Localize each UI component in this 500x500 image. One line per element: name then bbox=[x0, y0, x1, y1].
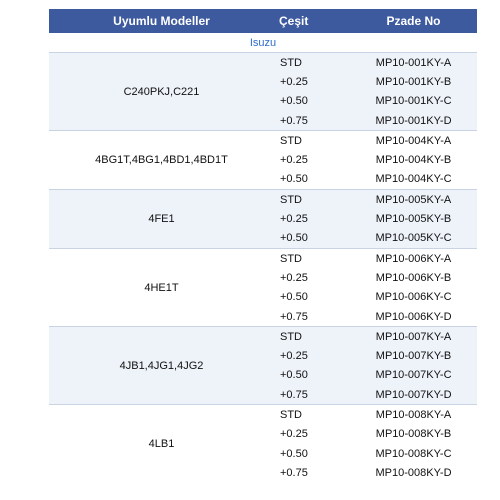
part-number-cell: MP10-007KY-C bbox=[350, 366, 477, 385]
part-number-cell: MP10-007KY-A bbox=[350, 327, 477, 347]
variant-cell: STD bbox=[274, 131, 350, 151]
table-row bbox=[49, 131, 477, 151]
model-cell: 4JB1,4JG1,4JG2 bbox=[49, 327, 274, 405]
compatibility-table-container bbox=[49, 9, 477, 483]
table-body bbox=[49, 33, 477, 483]
part-number-cell: MP10-006KY-D bbox=[350, 307, 477, 327]
variant-cell: +0.50 bbox=[274, 444, 350, 463]
table-row bbox=[49, 327, 477, 347]
variant-cell: +0.25 bbox=[274, 268, 350, 287]
header-variant: Çeşit bbox=[274, 9, 350, 33]
part-number-cell: MP10-006KY-C bbox=[350, 288, 477, 307]
part-number-cell: MP10-004KY-A bbox=[350, 131, 477, 151]
part-number-cell: MP10-001KY-B bbox=[350, 72, 477, 91]
variant-cell: +0.75 bbox=[274, 385, 350, 405]
variant-cell: +0.25 bbox=[274, 72, 350, 91]
variant-cell: STD bbox=[274, 248, 350, 268]
table-row bbox=[49, 248, 477, 268]
part-number-cell: MP10-007KY-B bbox=[350, 346, 477, 365]
part-number-cell: MP10-005KY-A bbox=[350, 190, 477, 210]
table-row bbox=[49, 53, 477, 73]
part-number-cell: MP10-007KY-D bbox=[350, 385, 477, 405]
part-number-cell: MP10-008KY-A bbox=[350, 405, 477, 425]
variant-cell: +0.75 bbox=[274, 307, 350, 327]
variant-cell: STD bbox=[274, 53, 350, 73]
model-cell: 4HE1T bbox=[49, 248, 274, 326]
header-models: Uyumlu Modeller bbox=[49, 9, 274, 33]
variant-cell: +0.25 bbox=[274, 150, 350, 169]
model-cell: 4BG1T,4BG1,4BD1,4BD1T bbox=[49, 131, 274, 190]
part-number-cell: MP10-006KY-B bbox=[350, 268, 477, 287]
variant-cell: +0.75 bbox=[274, 463, 350, 482]
variant-cell: +0.25 bbox=[274, 209, 350, 228]
part-number-cell: MP10-005KY-C bbox=[350, 229, 477, 249]
part-number-cell: MP10-008KY-C bbox=[350, 444, 477, 463]
variant-cell: +0.50 bbox=[274, 170, 350, 190]
part-number-cell: MP10-005KY-B bbox=[350, 209, 477, 228]
part-number-cell: MP10-008KY-B bbox=[350, 425, 477, 444]
variant-cell: +0.25 bbox=[274, 346, 350, 365]
variant-cell: +0.25 bbox=[274, 425, 350, 444]
variant-cell: +0.50 bbox=[274, 92, 350, 111]
part-number-cell: MP10-001KY-A bbox=[350, 53, 477, 73]
model-cell: 4FE1 bbox=[49, 190, 274, 249]
part-number-cell: MP10-001KY-C bbox=[350, 92, 477, 111]
part-number-cell: MP10-001KY-D bbox=[350, 111, 477, 131]
table-row bbox=[49, 190, 477, 210]
model-cell: C240PKJ,C221 bbox=[49, 53, 274, 131]
variant-cell: STD bbox=[274, 405, 350, 425]
variant-cell: +0.50 bbox=[274, 288, 350, 307]
brand-row bbox=[49, 33, 477, 53]
part-number-cell: MP10-006KY-A bbox=[350, 248, 477, 268]
variant-cell: STD bbox=[274, 190, 350, 210]
brand-label: Isuzu bbox=[49, 33, 477, 53]
compatibility-table bbox=[49, 9, 477, 483]
part-number-cell: MP10-004KY-B bbox=[350, 150, 477, 169]
variant-cell: +0.50 bbox=[274, 366, 350, 385]
variant-cell: +0.50 bbox=[274, 229, 350, 249]
header-part-number: Pzade No bbox=[350, 9, 477, 33]
table-row bbox=[49, 405, 477, 425]
part-number-cell: MP10-008KY-D bbox=[350, 463, 477, 482]
part-number-cell: MP10-004KY-C bbox=[350, 170, 477, 190]
variant-cell: +0.75 bbox=[274, 111, 350, 131]
table-header-row bbox=[49, 9, 477, 33]
model-cell: 4LB1 bbox=[49, 405, 274, 483]
variant-cell: STD bbox=[274, 327, 350, 347]
